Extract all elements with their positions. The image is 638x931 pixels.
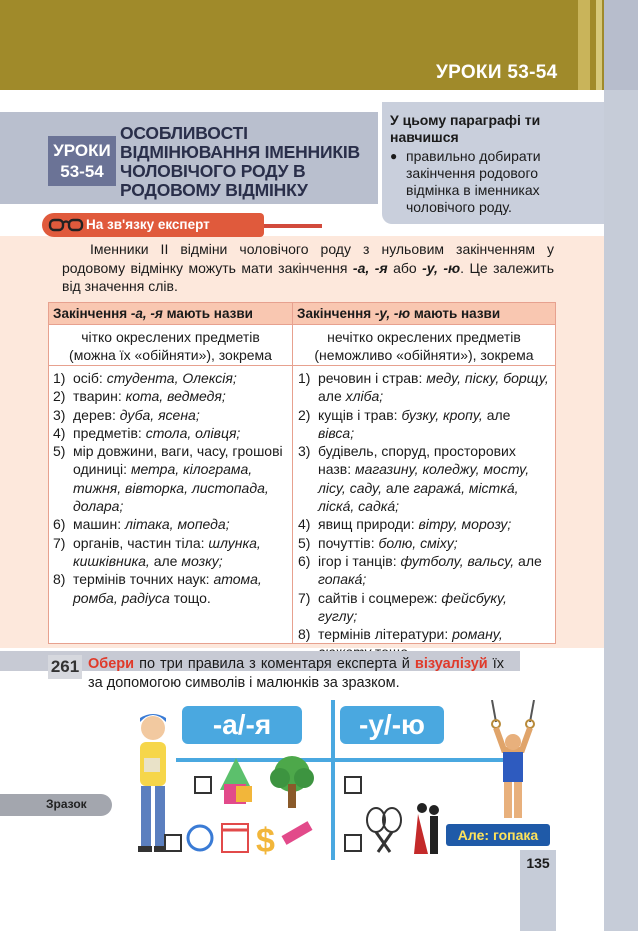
item-example: бузку, кропу, — [401, 406, 483, 423]
item-text: машин: — [73, 516, 125, 533]
item-example: фейсбуку, гуглу; — [318, 589, 507, 624]
list-item — [53, 570, 288, 607]
item-example: магазину, коледжу, мосту, лісу, саду, — [318, 461, 530, 496]
goals-heading: У цьому параграфі ти навчишся — [390, 112, 541, 145]
item-example: вітру, морозу; — [418, 516, 512, 533]
item-number: 7) — [298, 589, 311, 606]
table-subheader-right — [293, 326, 555, 366]
expert-tab: На зв'язку експерт — [42, 213, 264, 237]
list-item — [298, 534, 550, 552]
title-line: РОДОВОМУ ВІДМІНКУ — [120, 180, 308, 200]
item-text: органів, частин тіла: — [73, 534, 209, 551]
checkbox-square — [194, 776, 212, 794]
item-number: 8) — [298, 626, 311, 643]
item-text: явищ природи: — [318, 516, 419, 533]
table-divider — [292, 303, 293, 643]
item-example: вівса; — [318, 424, 355, 441]
text-run: або — [387, 259, 423, 276]
task-keyword: Обери — [88, 656, 135, 672]
right-list — [298, 369, 550, 662]
table-subheader-left — [49, 326, 292, 366]
header-ending: -у, -ю — [374, 306, 411, 321]
item-example: студента, Олексія; — [106, 370, 237, 386]
chart-cross-vertical — [331, 700, 335, 860]
item-text: тощо. — [169, 589, 211, 606]
list-item — [53, 406, 288, 424]
expert-text — [62, 240, 554, 296]
item-number: 2) — [298, 406, 311, 423]
item-text: почуттів: — [318, 534, 379, 551]
title-line: ЧОЛОВІЧОГО РОДУ В — [120, 161, 306, 181]
item-example: гаража́, місткá, ліскá, садкá; — [318, 479, 519, 515]
subheader-line: (можна їх «обійняти»), зокрема — [69, 347, 272, 363]
list-item — [53, 387, 288, 405]
task-run: по три правила з коментаря експерта й — [134, 656, 415, 672]
item-example: кота, ведмедя; — [125, 388, 226, 405]
item-number: 3) — [53, 406, 66, 423]
item-text: кущів і трав: — [318, 406, 402, 423]
goals-box — [382, 102, 604, 224]
goals-item: ● правильно добирати закінчення родового відмінка в іменниках чоловічого роду. — [390, 148, 594, 216]
ending-emphasis: -у, -ю — [422, 259, 461, 276]
task-number: 261 — [48, 655, 82, 679]
item-number: 6) — [53, 516, 66, 533]
lesson-label-line: 53-54 — [60, 162, 104, 181]
margin-strip-top — [604, 0, 638, 90]
gymnast-illustration — [486, 700, 540, 822]
subheader-line: чітко окреслених предметів — [81, 329, 260, 345]
page-number: 135 — [526, 855, 550, 871]
endings-table — [48, 302, 556, 644]
header-text: мають назви — [162, 306, 253, 321]
item-example: гопака́; — [318, 571, 367, 588]
item-text: мір довжини, ваги, часу, грошові одиниці: — [73, 443, 283, 478]
item-number: 1) — [298, 370, 311, 386]
header-text: Закінчення — [297, 306, 375, 321]
item-example: шлунка, кишківника, — [73, 534, 261, 569]
subheader-line: (неможливо «обійняти»), зокрема — [314, 347, 534, 363]
item-text: ігор і танців: — [318, 552, 401, 569]
item-number: 4) — [298, 516, 311, 533]
item-text: але — [514, 552, 542, 569]
list-item — [298, 552, 550, 589]
item-example: меду, піску, борщу, — [426, 370, 549, 386]
tree-icon — [266, 754, 318, 810]
svg-text:$: $ — [256, 822, 275, 858]
item-text: але — [149, 552, 182, 569]
table-header-right — [293, 303, 555, 325]
item-example: стола, олівця; — [145, 424, 241, 441]
top-stripe — [578, 0, 590, 90]
task-text — [88, 655, 504, 692]
item-example: мозку; — [181, 552, 223, 569]
exception-tag: Але: гопака — [446, 824, 550, 846]
margin-strip — [604, 0, 638, 931]
item-number: 3) — [298, 443, 311, 460]
page-title — [120, 124, 378, 200]
table-header-left — [49, 303, 292, 325]
item-number: 2) — [53, 388, 66, 405]
sample-label: Зразок — [46, 797, 87, 811]
list-item — [53, 442, 288, 515]
checkbox-square — [344, 834, 362, 852]
item-number: 8) — [53, 571, 66, 588]
top-stripe — [596, 0, 602, 90]
item-example: літака, мопеда; — [124, 516, 230, 533]
item-example: атома, ромба, радіуса — [73, 571, 262, 606]
item-number: 5) — [53, 443, 66, 460]
item-number: 6) — [298, 552, 311, 569]
task-keyword: візуалізуй — [414, 656, 488, 672]
banner-a-ya: -а/-я — [182, 706, 302, 744]
item-text: термінів літератури: — [318, 626, 453, 643]
tennis-rackets-icon — [364, 806, 404, 854]
item-number: 1) — [53, 370, 66, 386]
item-example: дуба, ясена; — [119, 406, 200, 423]
banner-u-yu: -у/-ю — [340, 706, 444, 744]
title-line: ВІДМІНЮВАННЯ ІМЕННИКІВ — [120, 142, 360, 162]
item-text: предметів: — [73, 424, 146, 441]
checkbox-square — [344, 776, 362, 794]
item-text: речовин і страв: — [318, 370, 427, 386]
ending-emphasis: -а, -я — [352, 259, 388, 276]
item-text: але — [382, 479, 414, 496]
lesson-label-line: УРОКИ — [53, 141, 111, 160]
subheader-line: нечітко окреслених предметів — [327, 329, 521, 345]
list-item — [53, 515, 288, 533]
task-run: їх за допомогою символів і малюнків за зразком. — [88, 656, 504, 691]
list-item — [53, 424, 288, 442]
item-example: роману, — [452, 626, 503, 643]
item-number: 4) — [53, 424, 66, 441]
header-text: Закінчення — [53, 306, 131, 321]
lesson-label — [48, 136, 116, 186]
item-example: болю, сміху; — [378, 534, 458, 551]
item-number: 7) — [53, 534, 66, 551]
list-item — [53, 534, 288, 571]
checkbox-square — [164, 834, 182, 852]
title-line: ОСОБЛИВОСТІ — [120, 123, 248, 143]
item-example: футболу, вальсу, — [400, 552, 515, 569]
item-text: будівель, споруд, просторових назв: — [318, 443, 516, 478]
dancers-icon — [410, 800, 446, 856]
item-text: але — [482, 406, 511, 423]
text-run: . Це залежить від значення слів. — [62, 259, 554, 294]
glasses-icon — [48, 217, 84, 233]
item-example: метра, кілограма, тижня, вівторка, листопада, долара; — [73, 461, 269, 515]
left-list — [53, 369, 288, 607]
measurement-icons — [186, 818, 316, 858]
list-item — [298, 406, 550, 443]
item-example: хліба; — [345, 388, 384, 405]
text-run: Іменники ІІ відміни чоловічого роду з нульовим закінченням у родовому відмінку можуть мати закінчення — [62, 241, 554, 276]
list-item — [298, 369, 550, 406]
item-text: термінів точних наук: — [73, 571, 214, 588]
list-item — [298, 442, 550, 515]
running-head: УРОКИ 53-54 — [436, 62, 558, 83]
header-ending: -а, -я — [130, 306, 163, 321]
header-text: мають назви — [410, 306, 501, 321]
item-text: тварин: — [73, 388, 126, 405]
item-text: сайтів і соцмереж: — [318, 589, 442, 606]
geometry-shapes-icon — [214, 756, 258, 808]
item-text: але — [318, 388, 346, 405]
list-item — [298, 589, 550, 626]
list-item — [53, 369, 288, 387]
item-text: осіб: — [73, 370, 107, 386]
list-item — [298, 515, 550, 533]
item-number: 5) — [298, 534, 311, 551]
item-text: дерев: — [73, 406, 120, 423]
